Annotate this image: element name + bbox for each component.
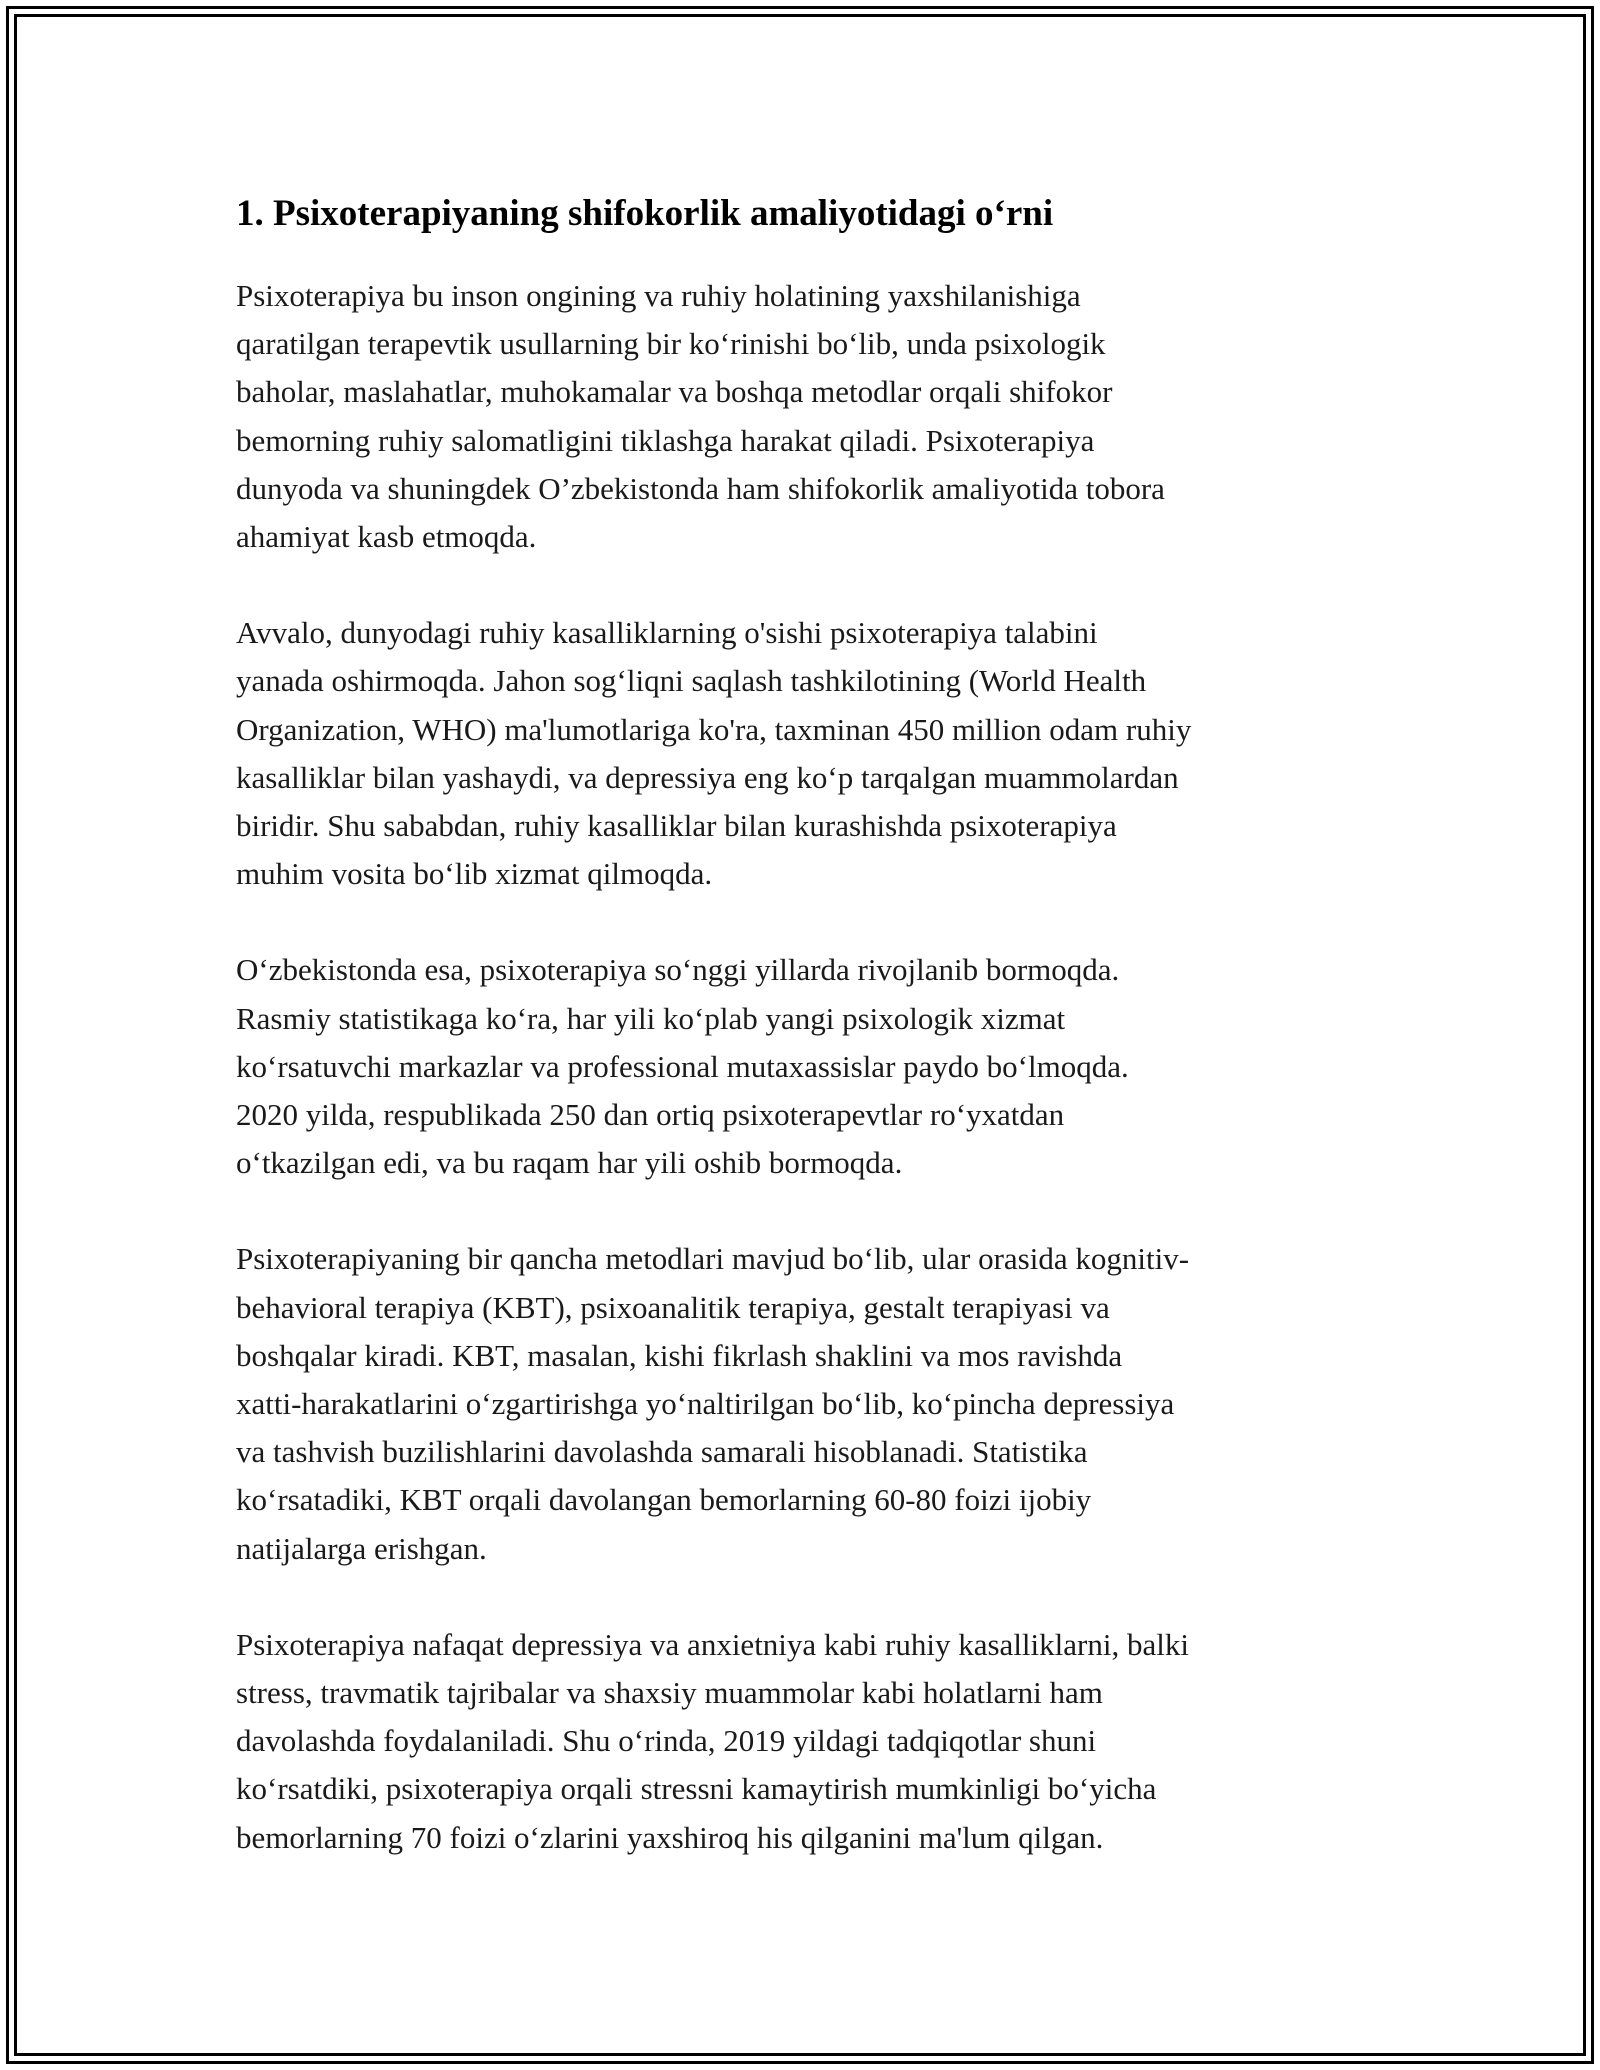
text-line: boshqalar kiradi. KBT, masalan, kishi fikrlash shaklini va mos ravishda xyxy=(236,1337,1123,1373)
document-body xyxy=(236,186,1376,1910)
text-line: dunyoda va shuningdek O’zbekistonda ham shifokorlik amaliyotida tobora xyxy=(236,470,1165,506)
paragraph-1 xyxy=(236,272,1376,561)
paragraph-3 xyxy=(236,946,1376,1187)
text-line: muhim vosita bo‘lib xizmat qilmoqda. xyxy=(236,856,713,892)
text-line: Psixoterapiya bu inson ongining va ruhiy holatining yaxshilanishiga xyxy=(236,278,1081,313)
text-line: Rasmiy statistikaga ko‘ra, har yili ko‘plab yangi psixologik xizmat xyxy=(236,1000,1066,1036)
text-line: qaratilgan terapevtik usullarning bir ko‘rinishi bo‘lib, unda psixologik xyxy=(236,326,1106,362)
paragraph-2 xyxy=(236,609,1376,898)
text-line: ko‘rsatdiki, psixoterapiya orqali stressni kamaytirish mumkinligi bo‘yicha xyxy=(236,1771,1157,1807)
text-line: ko‘rsatuvchi markazlar va professional mutaxassislar paydo bo‘lmoqda. xyxy=(236,1048,1129,1084)
text-line: Psixoterapiyaning bir qancha metodlari mavjud bo‘lib, ular orasida kognitiv- xyxy=(236,1241,1190,1277)
text-line: bemorlarning 70 foizi o‘zlarini yaxshiroq his qilganini ma'lum qilgan. xyxy=(236,1819,1104,1855)
text-line: natijalarga erishgan. xyxy=(236,1530,487,1566)
text-line: Organization, WHO) ma'lumotlariga ko'ra, taxminan 450 million odam ruhiy xyxy=(236,711,1192,747)
text-line: baholar, maslahatlar, muhokamalar va boshqa metodlar orqali shifokor xyxy=(236,374,1113,410)
paragraph-5 xyxy=(236,1621,1376,1862)
paragraph-4 xyxy=(236,1235,1376,1572)
text-line: yanada oshirmoqda. Jahon sog‘liqni saqlash tashkilotining (World Health xyxy=(236,663,1147,699)
text-line: ko‘rsatadiki, KBT orqali davolangan bemorlarning 60-80 foizi ijobiy xyxy=(236,1482,1092,1518)
text-line: ahamiyat kasb etmoqda. xyxy=(236,519,537,555)
text-line: biridir. Shu sababdan, ruhiy kasalliklar bilan kurashishda psixoterapiya xyxy=(236,808,1117,844)
text-line: va tashvish buzilishlarini davolashda samarali hisoblanadi. Statistika xyxy=(236,1434,1088,1470)
text-line: O‘zbekistonda esa, psixoterapiya so‘nggi yillarda rivojlanib bormoqda. xyxy=(236,952,1120,988)
text-line: o‘tkazilgan edi, va bu raqam har yili oshib bormoqda. xyxy=(236,1145,903,1181)
text-line: 2020 yilda, respublikada 250 dan ortiq psixoterapevtlar ro‘yxatdan xyxy=(236,1097,1065,1133)
text-line: xatti-harakatlarini o‘zgartirishga yo‘naltirilgan bo‘lib, ko‘pincha depressiya xyxy=(236,1386,1175,1422)
text-line: Psixoterapiya nafaqat depressiya va anxietniya kabi ruhiy kasalliklarni, balki xyxy=(236,1626,1189,1662)
text-line: Avvalo, dunyodagi ruhiy kasalliklarning o'sishi psixoterapiya talabini xyxy=(236,615,1098,651)
text-line: davolashda foydalaniladi. Shu o‘rinda, 2019 yildagi tadqiqotlar shuni xyxy=(236,1723,1097,1759)
text-line: stress, travmatik tajribalar va shaxsiy muammolar kabi holatlarni ham xyxy=(236,1675,1103,1711)
text-line: bemorning ruhiy salomatligini tiklashga harakat qiladi. Psixoterapiya xyxy=(236,422,1095,458)
section-heading: 1. Psixoterapiyaning shifokorlik amaliyotidagi o‘rni xyxy=(236,193,1054,234)
text-line: kasalliklar bilan yashaydi, va depressiya eng ko‘p tarqalgan muammolardan xyxy=(236,759,1179,795)
text-line: behavioral terapiya (KBT), psixoanalitik terapiya, gestalt terapiyasi va xyxy=(236,1289,1110,1325)
